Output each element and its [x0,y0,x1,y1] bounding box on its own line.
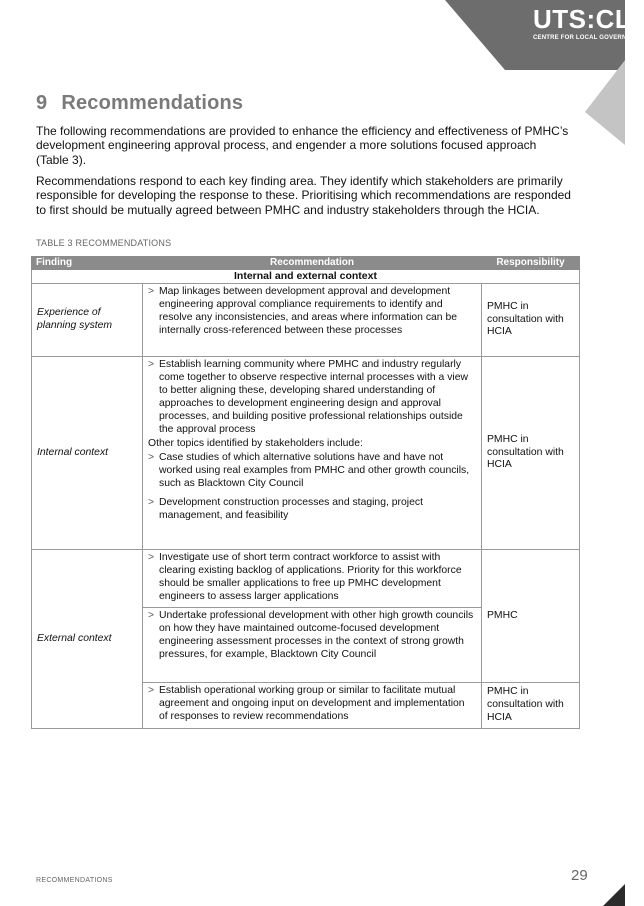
bullet-marker: > [148,359,155,370]
bullet-marker: > [148,552,155,563]
heading-number: 9 [36,92,48,114]
section-row [32,270,580,284]
recommendation-cell [143,357,482,550]
brand-subtitle: CENTRE FOR LOCAL GOVERNMENT [533,35,644,41]
brand-name: UTS:CL [533,4,632,34]
recommendation-cell [143,608,482,683]
side-decor-shape [575,60,625,150]
brand-logo [533,4,644,42]
header-finding: Finding [32,257,143,270]
recommendation-item: > Investigate use of short term contract workforce to assist with clearing existing backlog of applications. Priority for this workforce should be smaller applications to free up PMHC development engineers to assess larger applications [148,552,462,602]
header-responsibility: Responsibility [482,257,580,270]
table-row [32,284,580,357]
bullet-marker: > [148,452,155,464]
bullet-marker: > [148,685,155,696]
bottom-corner-shape [603,884,625,906]
header-recommendation: Recommendation [143,257,482,270]
recommendation-item: > Establish operational working group or similar to facilitate mutual agreement and ongoing input on development and implementation of responses to review recommendations [148,685,465,722]
recommendation-item: > Map linkages between development approval and development engineering approval compliance requirements to identify and resolve any inconsistencies, and areas where information can be internally cross-referenced between these processes [148,286,458,336]
recommendation-intro: Other topics identified by stakeholders include: [148,438,363,450]
intro-paragraph: The following recommendations are provided to enhance the efficiency and effectiveness of PMHC’s development engineering approval process, and engender a more solutions focused approach (Table 3). [36,124,569,167]
heading-title: Recommendations [61,92,244,114]
finding-cell: External context [32,550,143,729]
recommendation-item: > Development construction processes and staging, project management, and feasibility [148,497,423,521]
table-row [32,357,580,550]
page-heading [36,92,243,115]
table-caption: TABLE 3 RECOMMENDATIONS [36,238,172,248]
footer-section-label: RECOMMENDATIONS [36,877,113,884]
recommendation-cell [143,284,482,357]
recommendation-item: > Establish learning community where PMHC and industry regularly come together to observe respective internal processes with a view to better aligning these, developing shared understanding of approaches to development engineering design and approval processes, and building positive professional relationships outside the approval process [148,359,468,435]
finding-cell: Internal context [32,357,143,550]
recommendation-cell [143,683,482,729]
recommendation-item: > Undertake professional development with other high growth councils on how they have maintained outcome-focused development engineering assessment processes in the context of strong growth pressures, for example, Blacktown City Council [148,610,474,660]
bullet-marker: > [148,497,155,509]
responsibility-cell: PMHC in consultation with HCIA [482,683,580,729]
page-number: 29 [571,867,588,884]
recommendation-cell [143,550,482,608]
bullet-marker: > [148,286,155,297]
bullet-marker: > [148,610,155,621]
recommendations-table [31,256,580,729]
recommendation-item: > Case studies of which alternative solutions have and have not worked using real examples from PMHC and other growth councils, such as Blacktown City Council [148,452,470,490]
table-header-row [32,257,580,270]
context-paragraph: Recommendations respond to each key finding area. They identify which stakeholders are primarily responsible for developing the response to these. Prioritising which recommendations are responded to first should be mutually agreed between PMHC and industry stakeholders through the HCIA. [36,174,571,217]
responsibility-cell: PMHC in consultation with HCIA [482,284,580,357]
table-row [32,550,580,608]
responsibility-cell: PMHC in consultation with HCIA [482,357,580,550]
finding-cell: Experience of planning system [32,284,143,357]
section-title: Internal and external context [32,270,580,284]
responsibility-cell: PMHC [482,550,580,683]
